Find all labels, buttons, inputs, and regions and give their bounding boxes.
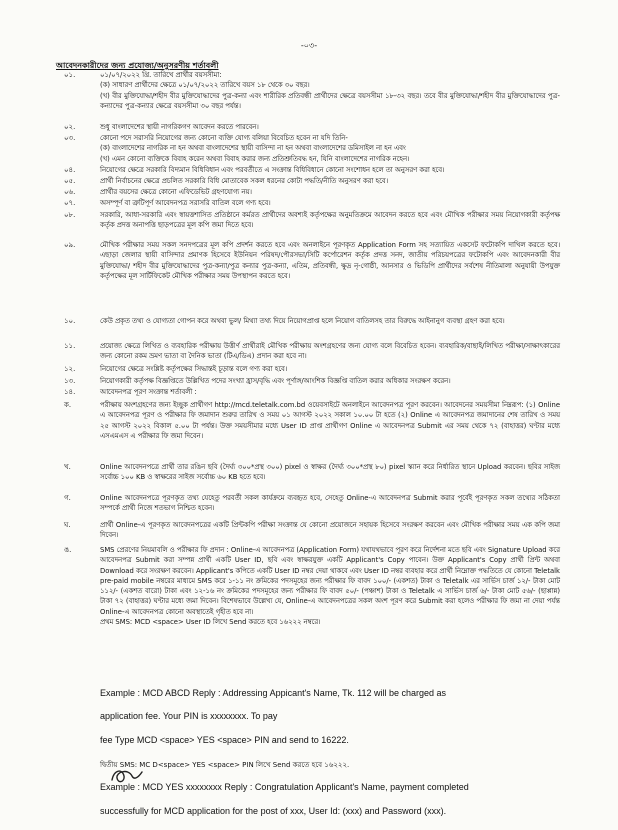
item-number: ০৫. [64, 177, 76, 185]
item-text: SMS প্রেরণের নিয়মাবলি ও পরীক্ষার ফি প্রদান : Online-এ আবেদনপত্র (Application Form) যথাযথভাবে পূরণ করে নির্দেশনা মতে ছবি এবং Signature Upload করে আবেদনপত্র Submit করা সম্পন্ন প্রার্থী একটি User ID, ছবি এবং স্বাক্ষরযুক্ত একটি Applicant's Copy পাবেন। উক্ত Applicant's Copy প্রার্থী প্রিন্ট অথবা Download করে সংরক্ষণ করবেন। Applicant's কপিতে একটি User ID নম্বর দেয়া থাকবে এবং User ID নম্বর ব্যবহার করে প্রার্থী নিম্নোক্ত পদ্ধতিতে যে কোনো Teletalk pre-paid mobile নম্বরের মাধ্যমে SMS করে ১-১১ নং ক্রমিকের পদসমূহের জন্য পরীক্ষার ফি বাবদ ১০০/- (একশত) টাকা ও Teletalk এর সার্ভিস চার্জ ১২/- টাকা মোট ১১২/- (একশত বারো) টাকা এবং ১২-১৬ নং ক্রমিকের পদসমূহের জন্য পরীক্ষার ফি বাবদ ৫০/- (পঞ্চাশ) টাকা ও Teletalk এ সার্ভিস চার্জ ৬/- টাকা মোট ৫৬/- (ছাপ্পান্ন) টাকা ৭২ (বাহাত্তর) ঘণ্টার মধ্যে জমা দিবেন। বিশেষভাবে উল্লেখ্য যে, Online-এ আবেদনপত্রের সকল অংশ পূরণ করে Submit করা হলেও পরীক্ষার ফি জমা না দেয়া পর্যন্ত Online-এ আবেদনপত্র কোনো অবস্থাতেই গৃহীত হবে না। প্রথম SMS: MCD <space> User ID লিখে Send করতে হবে ১৬২২২ নম্বরে। [100, 546, 560, 627]
item-text: নিয়োগকারী কর্তৃপক্ষ বিজ্ঞপ্তিতে উল্লিখিত পদের সংখ্যা হ্রাস/বৃদ্ধি এবং পূর্ণাঙ্গ/আংশিক বিজ্ঞপ্তি বাতিল করার অধিকার সংরক্ষণ করেন। [100, 377, 451, 385]
item-text: নিয়োগের ক্ষেত্রে সরকারি বিদ্যমান বিধিবিধান এবং পরবর্তীতে এ সংক্রান্ত বিধিবিধানে কোনো সংশোধন হলে তা অনুসরণ করা হবে। [100, 166, 445, 174]
item-number: ০৪. [64, 166, 76, 174]
item-text: কেউ প্রকৃত তথ্য ও যোগ্যতা গোপন করে অথবা ভুল/ মিথ্যা তথ্য দিয়ে নিয়োগপ্রাপ্ত হলে নিয়োগ বাতিলসহ তার বিরুদ্ধে আইনানুগ ব্যবস্থা গ্রহণ করা হবে। [100, 317, 505, 325]
item-number: ঘ. [64, 521, 71, 529]
item-text: নিয়োগের ক্ষেত্রে সংশ্লিষ্ট কর্তৃপক্ষের সিদ্ধান্তই চূড়ান্ত বলে গণ্য করা হবে। [100, 365, 288, 373]
item-text: প্রার্থীর বয়সের ক্ষেত্রে কোনো এফিডেভিট গ্রহণযোগ্য নয়। [100, 188, 252, 196]
item-number: ১২. [64, 365, 76, 373]
page-number: -০৩- [300, 41, 318, 50]
item-text: Online আবেদনপত্রে পূরণকৃত তথ্য যেহেতু পরবর্তী সকল কার্যক্রমে ব্যবহৃত হবে, সেহেতু Online-এ আবেদনপত্র Submit করার পূর্বেই পূরণকৃত সকল তথ্যের সঠিকতা সম্পর্কে প্রার্থী নিজে শতভাগ নিশ্চিত হবেন। [100, 494, 560, 513]
item-number: ঙ. [64, 546, 72, 554]
second-sms-line: দ্বিতীয় SMS: MC D<space> YES <space> PIN লিখে Send করতে হবে ১৬২২২. [100, 760, 350, 769]
item-text: সরকারি, আধা-সরকারি এবং স্বায়ত্তশাসিত প্রতিষ্ঠানে কর্মরত প্রার্থীদের অবশ্যই কর্তৃপক্ষের অনুমতিক্রমে আবেদন করতে হবে এবং মৌখিক পরীক্ষার সময় নিয়োগকারী কর্তৃপক্ষ কর্তৃক প্রদত্ত অনাপত্তি ছাড়পত্রের মূল কপি জমা দিতে হবে। [100, 211, 560, 230]
item-number: ১১. [64, 342, 76, 350]
item-number: ০৬. [64, 188, 76, 196]
item-number: ১৩. [64, 377, 76, 385]
signature-icon [108, 764, 148, 788]
item-number: ০১. [64, 71, 76, 79]
item-text: ০১/০৭/২০২২ খ্রি. তারিখে প্রার্থীর বয়সসীমা: (ক) সাধারণ প্রার্থীদের ক্ষেত্রে ০১/০৭/২০২২ তারিখে বয়স ১৮ থেকে ৩০ বছর। (খ) বীর মুক্তিযোদ্ধা/শহীদ বীর মুক্তিযোদ্ধাদের পুত্র-কন্যা এবং শারীরিক প্রতিবন্ধী প্রার্থীদের ক্ষেত্রে বয়সসীমা ১৮-৩২ বছর। তবে বীর মুক্তিযোদ্ধা/শহীদ বীর মুক্তিযোদ্ধাদের পুত্র-কন্যাদের পুত্র-কন্যার ক্ষেত্রে বয়সসীমা ৩০ বছর পর্যন্ত। [100, 71, 560, 110]
item-text: Online আবেদনপত্রে প্রার্থী তার রঙিন ছবি (দৈর্ঘ্য ৩০০*প্রস্থ ৩০০) pixel ও স্বাক্ষর (দৈর্ঘ্য ৩০০*প্রস্থ ৮০) pixel স্ক্যান করে নির্ধারিত স্থানে Upload করবেন। ছবির সাইজ সর্বোচ্চ ১০০ KB ও স্বাক্ষরের সাইজ সর্বোচ্চ ৬০ KB হতে হবে। [100, 463, 560, 482]
item-number: গ. [64, 494, 71, 502]
item-text: পরীক্ষায় অংশগ্রহণের জন্য ইচ্ছুক প্রার্থীগণ http://mcd.teletalk.com.bd ওয়েবসাইটে অনলাইনে আবেদনপত্র পূরণ করবেন। আবেদনের সময়সীমা নিম্নরূপ: (১) Online এ আবেদনপত্র পূরণ ও পরীক্ষার ফি জমাদান শুরুর তারিখ ও সময় ০১ আগস্ট ২০২২ সকাল ১০.০০ টা হতে (২) Online এ আবেদনপত্র জমাদানের শেষ তারিখ ও সময় ২৫ আগস্ট ২০২২ বিকাল ৫.০০ টা পর্যন্ত। উক্ত সময়সীমার মধ্যে User ID প্রাপ্ত প্রার্থীগণ Online এ আবেদনপত্র Submit এর সময় থেকে ৭২ (বাহাত্তর) ঘণ্টার মধ্যে এসএমএস এ পরীক্ষার ফি জমা দিবেন। [100, 401, 560, 440]
item-number: ১৪. [64, 388, 76, 396]
item-number: ১০. [64, 317, 76, 325]
example2-line1: Example : MCD YES xxxxxxxx Reply : Congratulation Applicant's Name, payment completed [100, 782, 469, 793]
item-text: কোনো পদে সরাসরি নিয়োগের জন্য কোনো ব্যক্তি যোগ্য বলিয়া বিবেচিত হবেন না যদি তিনি- (ক) বাংলাদেশের নাগরিক না হন অথবা বাংলাদেশের স্থায়ী বাসিন্দা না হন অথবা বাংলাদেশের ডমিসাইল না হন এবং (খ) এমন কোনো ব্যক্তিকে বিবাহ করেন অথবা বিবাহ করার জন্য প্রতিশ্রুতিবদ্ধ হন, যিনি বাংলাদেশের নাগরিক নহেন। [100, 134, 410, 163]
example1-line1: Example : MCD ABCD Reply : Addressing Appicant's Name, Tk. 112 will be charged as [100, 687, 447, 698]
item-text: আবেদনপত্র পূরণ সংক্রান্ত শর্তাবলী : [100, 388, 197, 396]
item-text: প্রার্থী নির্বাচনের ক্ষেত্রে প্রচলিত সরকারি বিধি মোতাবেক সকল ধরনের কোটা পদ্ধতি/নীতি অনুসরণ করা হবে। [100, 177, 389, 185]
item-number: খ. [64, 463, 71, 471]
item-text: অসম্পূর্ণ বা ত্রুটিপূর্ণ আবেদনপত্র সরাসরি বাতিল বলে গণ্য হবে। [100, 199, 271, 207]
example2-line2: successfully for MCD application for the post of xxx, User Id: (xxx) and Password (xxx). [100, 805, 447, 816]
item-number: ০৭. [64, 199, 76, 207]
sms-example-block [100, 676, 560, 830]
item-text: প্রার্থী Online-এ পূরণকৃত আবেদনপত্রের একটি প্রিন্টকপি পরীক্ষা সংক্রান্ত যে কোনো প্রয়োজনে সহায়ক হিসেবে সংরক্ষণ করবেন এবং মৌখিক পরীক্ষার সময় এক কপি জমা দিবেন। [100, 521, 560, 540]
item-number: ০৯. [64, 241, 76, 249]
example1-line2: application fee. Your PIN is xxxxxxxx. To pay [100, 711, 278, 722]
item-text: প্রয়োজ্য ক্ষেত্রে লিখিত ও ব্যবহারিক পরীক্ষায় উত্তীর্ণ প্রার্থীরাই মৌখিক পরীক্ষায় অংশগ্রহণের জন্য যোগ্য বলে বিবেচিত হবেন। ব্যবহারিক/বাছাই/লিখিত পরীক্ষা/সাক্ষাৎকারের জন্য কোনো রকম ভ্রমণ ভাতা বা দৈনিক ভাতা (টিএ/ডিএ) প্রদান করা হবে না। [100, 342, 560, 361]
item-number: ক. [64, 401, 72, 409]
item-number: ০৮. [64, 211, 76, 219]
item-text: মৌখিক পরীক্ষার সময় সকল সনদপত্রের মূল কপি প্রদর্শন করতে হবে এবং অনলাইনে পূরণকৃত Application Form সহ সত্যায়িত একসেট ফটোকপি দাখিল করতে হবে। এছাড়া জেলার স্থায়ী বাসিন্দার প্রমাণক হিসেবে ইউনিয়ন পরিষদ/পৌরসভা/সিটি কর্পোরেশন কর্তৃক প্রদত্ত সনদ, জাতীয় পরিচয়পত্রের ফটোকপি এবং আবেদনকারী বীর মুক্তিযোদ্ধা/ শহীদ বীর মুক্তিযোদ্ধাদের পুত্র-কন্যা/পুত্র কন্যার পুত্র-কন্যা, এতিম, প্রতিবন্ধী, ক্ষুদ্র নৃ-গোষ্ঠী, আনসার ও ভিডিপি প্রার্থীদের সর্বশেষ নীতিমালা অনুযায়ী উপযুক্ত কর্তৃপক্ষের মূল সার্টিফিকেট মৌখিক পরীক্ষার সময় উপস্থাপন করতে হবে। [100, 241, 560, 280]
item-number: ০২. [64, 123, 76, 131]
item-number: ০৩. [64, 134, 76, 142]
item-text: শুধু বাংলাদেশের স্থায়ী নাগরিকগণ আবেদন করতে পারবেন। [100, 123, 259, 131]
example1-line3: fee Type MCD <space> YES <space> PIN and send to 16222. [100, 734, 349, 745]
section-heading: আবেদনকারীদের জন্য প্রযোজ্য/অনুসরণীয় শর্তাবলী [56, 61, 219, 70]
